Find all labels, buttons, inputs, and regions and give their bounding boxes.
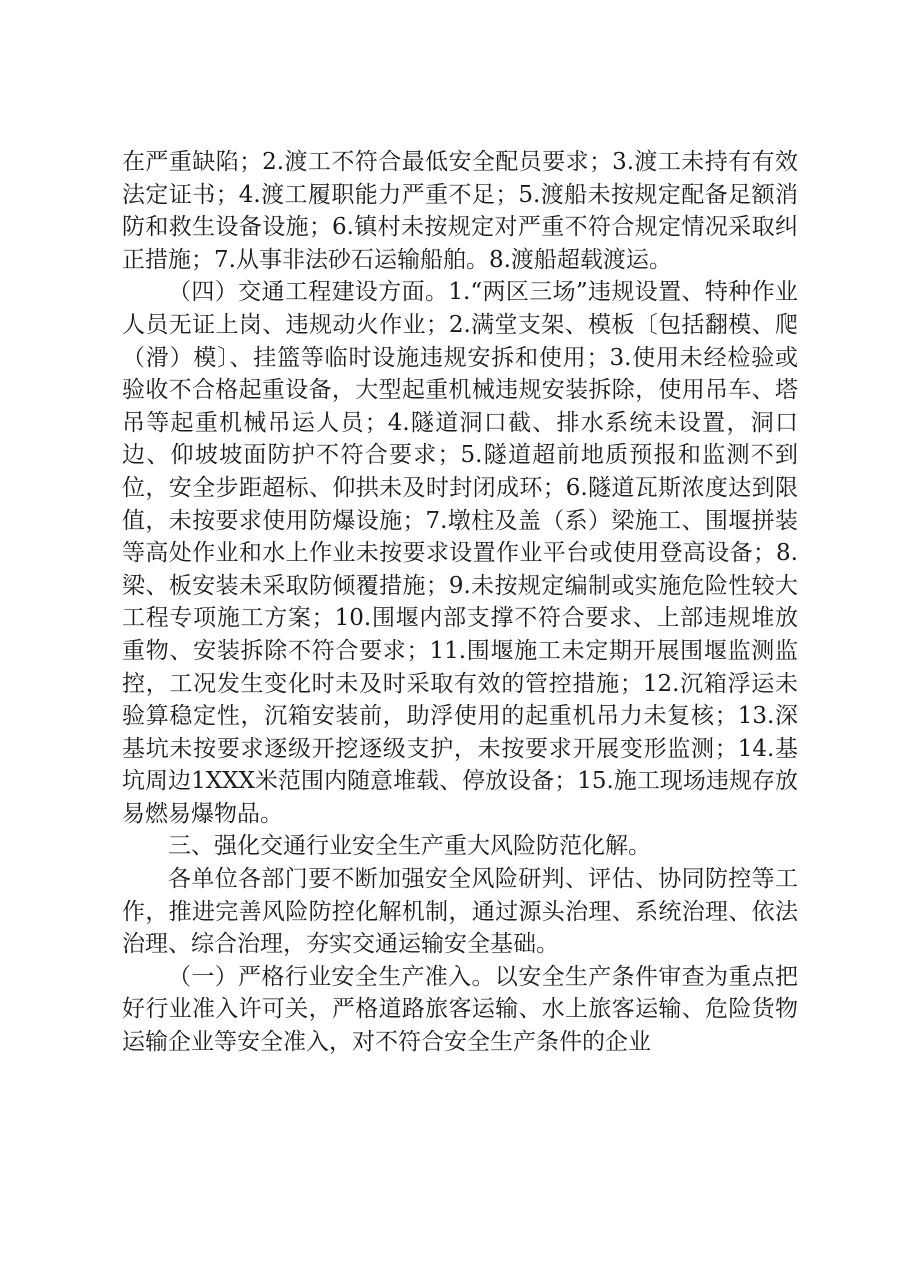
section-heading-risk-prevention: 三、强化交通行业安全生产重大风险防范化解。 — [168, 833, 651, 860]
paragraph-industry-access: （一）严格行业安全生产准入。以安全生产条件审查为重点把好行业准入许可关，严格道路旅客运输、水上旅客运输、危险货物运输企业等安全准入，对不符合安全生产条件的企业 — [122, 963, 798, 1056]
paragraph-risk-mechanism: 各单位各部门要不断加强安全风险研判、评估、协同防控等工作，推进完善风险防控化解机制，通过源头治理、系统治理、依法治理、综合治理，夯实交通运输安全基础。 — [122, 866, 798, 958]
paragraph-ferry-hazards: 在严重缺陷；2.渡工不符合最低安全配员要求；3.渡工未持有有效法定证书；4.渡工履职能力严重不足；5.渡船未按规定配备足额消防和救生设备设施；6.镇村未按规定对严重不符合规定情况采取纠正措施；7.从事非法砂石运输船舶。8.渡船超载渡运。 — [122, 149, 798, 273]
paragraph-traffic-engineering: （四）交通工程建设方面。1.“两区三场”违规设置、特种作业人员无证上岗、违规动火作业；2.满堂支架、模板〔包括翻模、爬（滑）模〕、挂篮等临时设施违规安拆和使用；3.使用未经检验或验收不合格起重设备，大型起重机械违规安装拆除，使用吊车、塔吊等起重机械吊运人员；4.隧道洞口截、排水系统未设置，洞口边、仰坡坡面防护不符合要求；5.隧道超前地质预报和监测不到位，安全步距超标、仰拱未及时封闭成环；6.隧道瓦斯浓度达到限值，未按要求使用防爆设施；7.墩柱及盖（系）梁施工、围堰拼装等高处作业和水上作业未按要求设置作业平台或使用登高设备；8.梁、板安装未采取防倾覆措施；9.未按规定编制或实施危险性较大工程专项施工方案；10.围堰内部支撑不符合要求、上部违规堆放重物、安装拆除不符合要求；11.围堰施工未定期开展围堰监测监控，工况发生变化时未及时采取有效的管控措施；12.沉箱浮运未验算稳定性，沉箱安装前，助浮使用的起重机吊力未复核；13.深基坑未按要求逐级开挖逐级支护，未按要求开展变形监测；14.基坑周边1XXX米范围内随意堆载、停放设备；15.施工现场违规存放易燃易爆物品。 — [122, 279, 798, 827]
document-body — [122, 146, 798, 1059]
